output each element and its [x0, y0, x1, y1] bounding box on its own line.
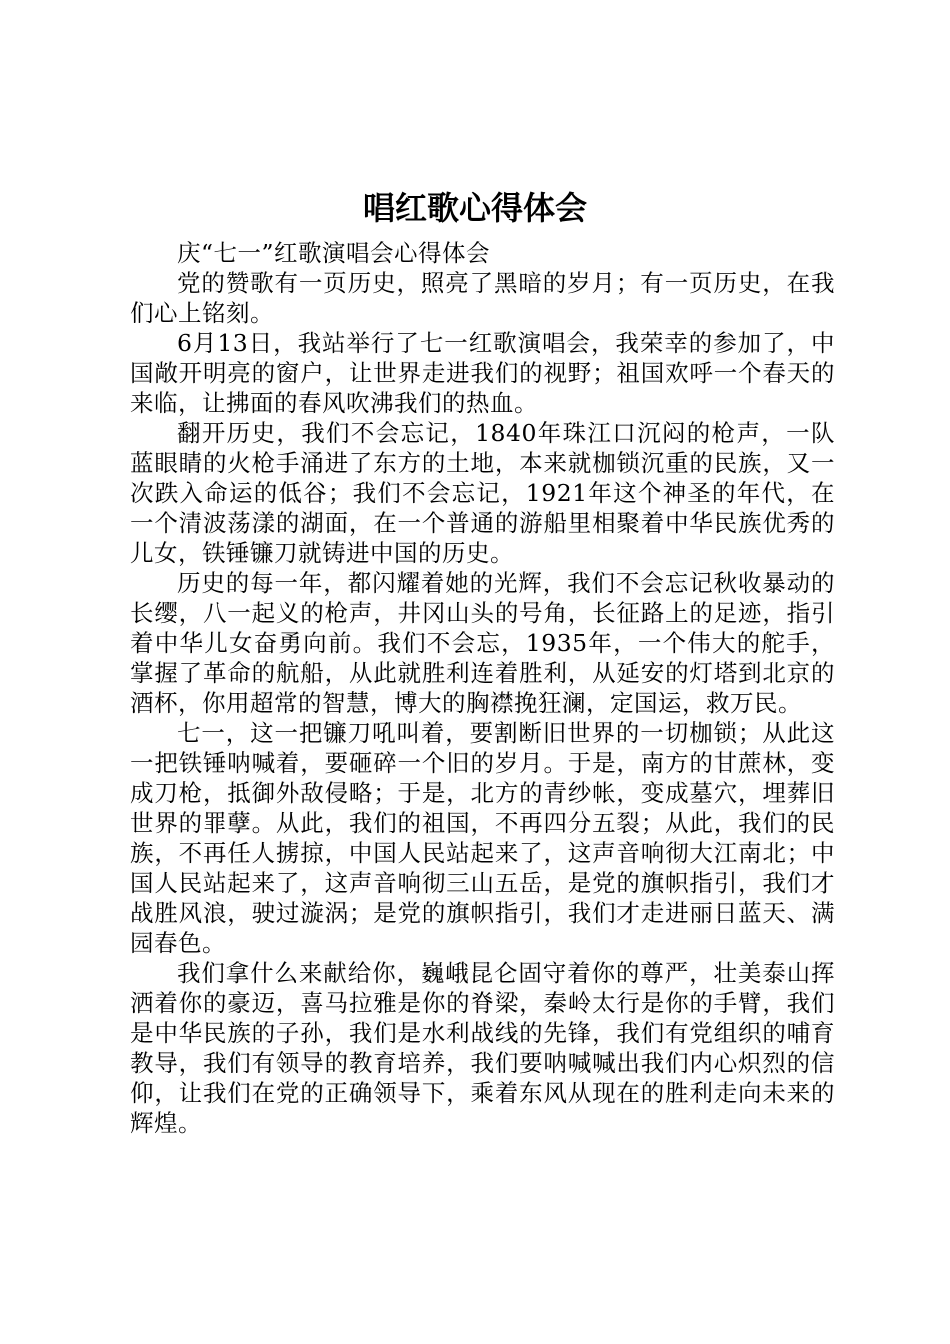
- paragraph: 党的赞歌有一页历史，照亮了黑暗的岁月；有一页历史，在我们心上铭刻。: [130, 269, 835, 327]
- paragraph: 七一，这一把镰刀吼叫着，要割断旧世界的一切枷锁；从此这一把铁锤呐喊着，要砸碎一个旧的岁月。于是，南方的甘蔗林，变成刀枪，抵御外敌侵略；于是，北方的青纱帐，变成墓穴，埋葬旧世界的罪孽。从此，我们的祖国，不再四分五裂；从此，我们的民族，不再任人掳掠，中国人民站起来了，这声音响彻大江南北；中国人民站起来了，这声音响彻三山五岳，是党的旗帜指引，我们才战胜风浪，驶过漩涡；是党的旗帜指引，我们才走进丽日蓝天、满园春色。: [130, 719, 835, 957]
- document-body: [130, 238, 835, 1138]
- paragraph: 我们拿什么来献给你，巍峨昆仑固守着你的尊严，壮美泰山挥洒着你的豪迈，喜马拉雅是你的脊梁，秦岭太行是你的手臂，我们是中华民族的子孙，我们是水利战线的先锋，我们有党组织的哺育教导，我们有领导的教育培养，我们要呐喊喊出我们内心炽烈的信仰，让我们在党的正确领导下，乘着东风从现在的胜利走向未来的辉煌。: [130, 959, 835, 1137]
- paragraph: 历史的每一年，都闪耀着她的光辉，我们不会忘记秋收暴动的长缨，八一起义的枪声，井冈山头的号角，长征路上的足迹，指引着中华儿女奋勇向前。我们不会忘，1935年，一个伟大的舵手，掌握了革命的航船，从此就胜利连着胜利，从延安的灯塔到北京的酒杯，你用超常的智慧，博大的胸襟挽狂澜，定国运，救万民。: [130, 569, 835, 717]
- document-title: 唱红歌心得体会: [362, 189, 587, 227]
- paragraph: 翻开历史，我们不会忘记，1840年珠江口沉闷的枪声，一队蓝眼睛的火枪手涌进了东方的土地，本来就枷锁沉重的民族，又一次跌入命运的低谷；我们不会忘记，1921年这个神圣的年代，在一个清波荡漾的湖面，在一个普通的游船里相聚着中华民族优秀的儿女，铁锤镰刀就铸进中国的历史。: [130, 419, 835, 567]
- paragraph: 6月13日，我站举行了七一红歌演唱会，我荣幸的参加了，中国敞开明亮的窗户，让世界走进我们的视野；祖国欢呼一个春天的来临，让拂面的春风吹沸我们的热血。: [130, 329, 835, 417]
- paragraph-subtitle: 庆“七一”红歌演唱会心得体会: [177, 239, 491, 267]
